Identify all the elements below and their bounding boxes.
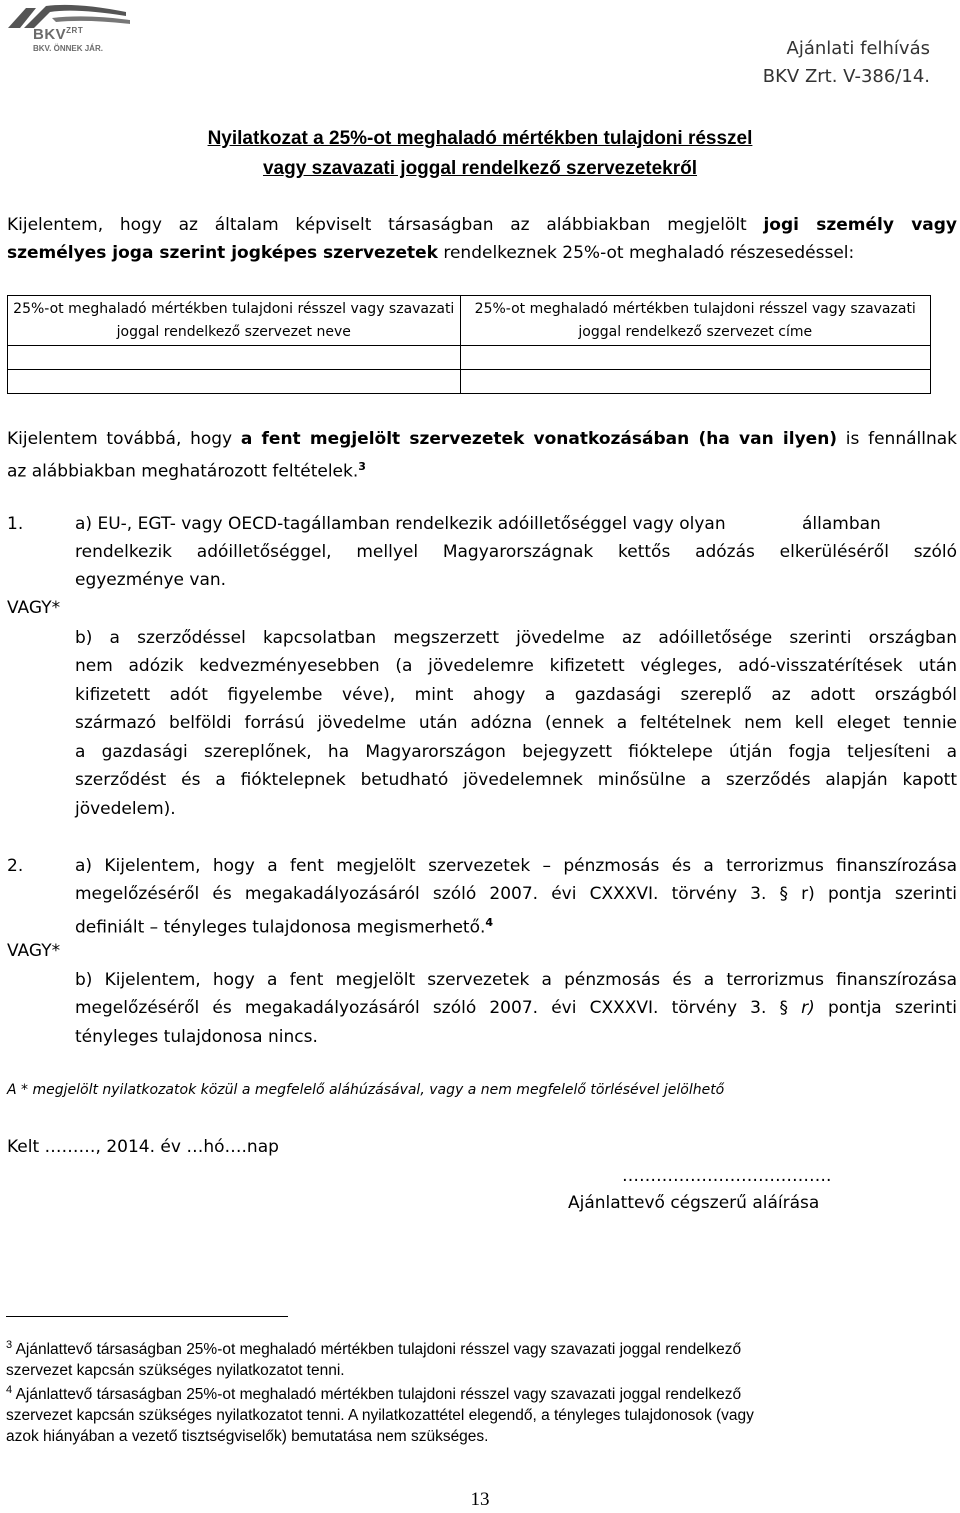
- further-line2: az alábbiakban meghatározott feltételek.$^3$: [7, 460, 366, 482]
- item2-a-line3: definiált – tényleges tulajdonosa megismerhető.$^4$: [75, 916, 494, 938]
- item1-b-line4: származó belföldi forrású jövedelme után adózna (ennek a feltételnek nem kell eleget tennie: [75, 713, 957, 733]
- intro-line1: Kijelentem, hogy az általam képviselt társaságban az alábbiakban megjelölt jogi személy vagy: [7, 215, 957, 235]
- page-title-line1: Nyilatkozat a 25%-ot meghaladó mértékben tulajdoni résszel: [207, 128, 753, 149]
- signature-label: Ajánlattevő cégszerű aláírása: [568, 1193, 820, 1213]
- item1-b-line2: nem adózik kedvezményesebben (a jövedelemre kifizetett végleges, adó-visszatérítések után: [75, 656, 957, 676]
- item1-a-line1-end: államban: [802, 514, 881, 534]
- page-title-line2: vagy szavazati joggal rendelkező szervezetekről: [262, 158, 698, 179]
- item2-a-line1: a) Kijelentem, hogy a fent megjelölt szervezetek – pénzmosás és a terrorizmus finanszírozása: [75, 856, 957, 876]
- item1-a-line2: rendelkezik adóilletőséggel, mellyel Magyarországnak kettős adózás elkerüléséről szóló: [75, 542, 957, 562]
- table-cell-address-2[interactable]: [460, 370, 931, 394]
- doc-type: Ajánlati felhívás: [786, 38, 930, 59]
- selection-note: A * megjelölt nyilatkozatok közül a megfelelő aláhúzásával, vagy a nem megfelelő törlésével jelölhető: [7, 1082, 725, 1098]
- item2-b-line2: megelőzéséről és megakadályozásáról szóló 2007. évi CXXXVI. törvény 3. § r) pontja szerinti: [75, 998, 957, 1018]
- item2-number: 2.: [7, 856, 24, 876]
- logo-motto: BKV. ÖNNEK JÁR.: [33, 44, 103, 53]
- footnote-4: $^4$ Ajánlattevő társaságban 25%-ot meghaladó mértékben tulajdoni résszel vagy szavazati joggal rendelkező szervezet kapcsán szükséges nyilatkozatot tenni. A nyilatkozattétel elegendő, a tényleges tulajdonosok (vagy azok hiányában a vezető tisztségviselők) bemutatása nem szükséges.: [6, 1384, 754, 1446]
- item1-a-line1: a) EU-, EGT- vagy OECD-tagállamban rendelkezik adóilletőséggel vagy olyan: [75, 514, 726, 534]
- item1-b-line1: b) a szerződéssel kapcsolatban megszerzett jövedelme az adóilletősége szerinti országban: [75, 628, 957, 648]
- further-line1: Kijelentem továbbá, hogy a fent megjelölt szervezetek vonatkozásában (ha van ilyen) is fennállnak: [7, 429, 957, 449]
- item2-or-label: VAGY*: [7, 941, 61, 961]
- item1-or-label: VAGY*: [7, 598, 61, 618]
- table-header-name: 25%-ot meghaladó mértékben tulajdoni résszel vagy szavazati joggal rendelkező szervezet neve: [8, 296, 461, 346]
- table-header-address: 25%-ot meghaladó mértékben tulajdoni résszel vagy szavazati joggal rendelkező szervezet címe: [460, 296, 931, 346]
- date-line: Kelt ………, 2014. év …hó….nap: [7, 1137, 279, 1157]
- item2-a-line2: megelőzéséről és megakadályozásáról szóló 2007. évi CXXXVI. törvény 3. § r) pontja szerinti: [75, 884, 957, 904]
- table-cell-address-1[interactable]: [460, 346, 931, 370]
- item1-b-line6: szerződést és a fióktelepnek betudható jövedelemnek minősülne a szerződés alapján kapott: [75, 770, 957, 790]
- item1-b-line5: a gazdasági szereplőnek, ha Magyarországon bejegyzett fióktelepe útján fogja teljesíteni a: [75, 742, 957, 762]
- footnote-3: $^3$ Ajánlattevő társaságban 25%-ot meghaladó mértékben tulajdoni résszel vagy szavazati joggal rendelkező szervezet kapcsán szükséges nyilatkozatot tenni.: [6, 1339, 742, 1380]
- footnote-ref-4[interactable]: 4: [485, 916, 494, 929]
- table-cell-name-2[interactable]: [8, 370, 461, 394]
- item1-b-line3: kifizetett adót figyelembe véve), mint ahogy a gazdasági szereplő az adott országból: [75, 685, 957, 705]
- footnote-separator: [6, 1316, 288, 1317]
- item1-number: 1.: [7, 514, 24, 534]
- footnote-ref-3[interactable]: 3: [358, 460, 366, 473]
- organizations-table: [7, 295, 931, 394]
- item1-a-line3: egyezménye van.: [75, 570, 227, 590]
- item2-b-line1: b) Kijelentem, hogy a fent megjelölt szervezetek a pénzmosás és a terrorizmus finanszírozása: [75, 970, 957, 990]
- logo-wordmark: $BKV^{ZRT}$: [33, 26, 84, 43]
- page-number: 13: [470, 1489, 490, 1510]
- doc-reference: BKV Zrt. V-386/14.: [762, 66, 930, 87]
- item1-b-line7: jövedelem).: [75, 799, 176, 819]
- item2-b-line3: tényleges tulajdonosa nincs.: [75, 1027, 318, 1047]
- signature-dots: ……………………………….: [622, 1166, 832, 1186]
- table-cell-name-1[interactable]: [8, 346, 461, 370]
- intro-line2: személyes joga szerint jogképes szervezetek rendelkeznek 25%-ot meghaladó részesedéssel:: [7, 243, 855, 263]
